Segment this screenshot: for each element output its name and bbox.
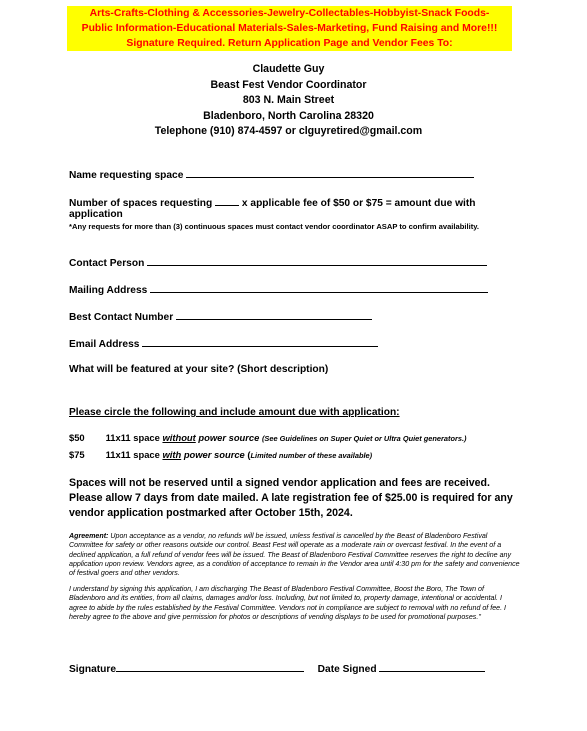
date-signed-line[interactable] [379,662,485,672]
best-contact-label: Best Contact Number [69,312,174,323]
reservation-notice: Spaces will not be reserved until a signed vendor application and fees are received. Please allow 7 days from date mailed. A late registration fee of $25.00 is required for any vendor application postmarked after October 15th, 2024. [69,477,513,519]
contact-person-label: Contact Person [69,258,145,269]
fee-option-without-power[interactable] [69,432,466,443]
mailing-address-line[interactable] [150,283,488,293]
email-line[interactable] [142,337,378,347]
coordinator-title: Beast Fest Vendor Coordinator [210,78,367,91]
mailing-address-label: Mailing Address [69,285,148,296]
coordinator-phone-email: Telephone (910) 874-4597 or clguyretired@gmail.com [154,125,423,137]
paren-open: ( [247,449,251,460]
banner-line-2: Public Information-Educational Materials-Sales-Marketing, Fund Raising and More!!! [67,21,512,36]
fee-instructions-heading: Please circle the following and include amount due with application: [69,407,400,418]
name-requesting-field [69,168,474,181]
signature-label: Signature [69,664,116,675]
banner-line-3: Signature Required. Return Application Page and Vendor Fees To: [67,36,512,51]
email-field [69,337,378,350]
name-requesting-line[interactable] [186,168,474,178]
agreement-text: Upon acceptance as a vendor, no refunds will be issued, unless festival is cancelled by the Beast of Bladenboro Festival Committee for safety or other reasons outside our control. Beast Fest will operate as a moderate rain or overcast festival. In the event of a declined application, a full refund of vendor fees will be issued. The Beast of Bladenboro Festival Committee reserves the right to decline any application upon review. Vendors agree, as a condition of acceptance to remain in the Vendor area until 4:30 pm for the safety and convenience of festival goers and other vendors. [69,532,520,578]
spaces-label-line2: application [69,209,123,220]
power-source-label: power source [198,432,260,443]
signature-row [69,662,485,675]
mailing-address-field [69,283,488,296]
space-size-label: 11x11 space [105,432,160,443]
featured-description-label: What will be featured at your site? (Short description) [69,364,329,375]
contact-person-line[interactable] [147,256,487,266]
email-label: Email Address [69,339,140,350]
best-contact-line[interactable] [176,310,372,320]
header-banner [67,6,512,51]
coordinator-city: Bladenboro, North Carolina 28320 [203,109,374,122]
fee-amount-50: $50 [69,432,85,443]
coordinator-street: 803 N. Main Street [242,94,335,106]
spaces-requested-field [69,196,475,209]
banner-line-1: Arts-Crafts-Clothing & Accessories-Jewelry-Collectables-Hobbyist-Snack Foods- [67,6,512,21]
agreement-label: Agreement: [69,532,109,540]
space-size-label: 11x11 space [105,449,160,460]
without-label: without [162,432,196,443]
limited-note: Limited number of these available) [250,451,373,460]
coordinator-name: Claudette Guy [252,63,325,75]
date-signed-label: Date Signed [317,664,377,675]
agreement-paragraph [69,532,521,578]
name-requesting-label: Name requesting space [69,170,184,181]
generator-note: (See Guidelines on Super Quiet or Ultra Quiet generators.) [261,434,467,443]
spaces-note: *Any requests for more than (3) continuous spaces must contact vendor coordinator ASAP to confirm availability. [69,222,479,231]
spaces-label-start: Number of spaces requesting [69,198,213,209]
contact-person-field [69,256,487,269]
spaces-count-line[interactable] [215,196,239,206]
release-paragraph: I understand by signing this application, I am discharging The Beast of Bladenboro Festival Committee, Boost the Boro, The Town of Bladenboro and its entities, from all claims, damages and/or loss. Including, but not limited to, property damage, intentional or accidental. I agree to abide by the rules established by the Festival Committee. Vendors not in compliance are subject to removal with no refund of fee. I hereby agree to the above and give permission for photos or descriptions of vending displays to be used for promotional purposes." [69,585,507,621]
power-source-label: power source [183,449,245,460]
fee-option-with-power[interactable] [69,449,372,460]
spaces-label-end: x applicable fee of $50 or $75 = amount due with [241,198,476,209]
fee-amount-75: $75 [69,449,85,460]
best-contact-field [69,310,372,323]
with-label: with [162,449,182,460]
signature-line[interactable] [116,662,304,672]
coordinator-contact-block [60,62,517,140]
